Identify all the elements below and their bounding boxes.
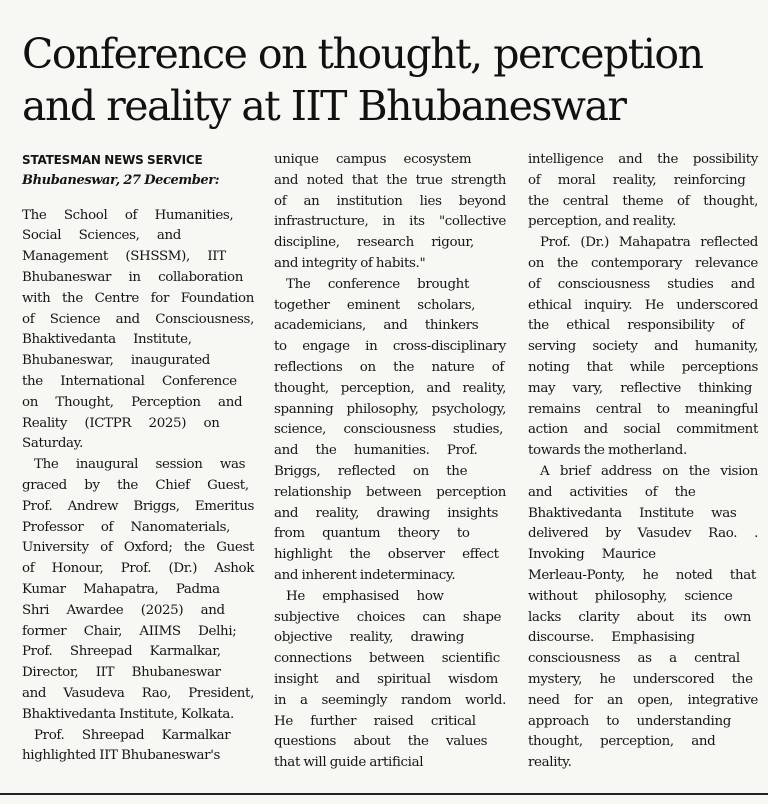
text-line: He further raised critical [274,713,476,729]
text-line: Invoking Maurice [528,547,656,563]
text-line: Merleau-Ponty, he noted that [528,567,756,583]
text-line: former Chair, AIIMS Delhi; [22,623,237,639]
column-1-text [22,206,254,768]
text-line: Bhaktivedanta Institute, Kolkata. [22,706,234,722]
text-line: Prof. Shreepad Karmalkar, [22,644,221,660]
text-line: Saturday. [22,436,84,452]
text-line: Director, IIT Bhubaneswar [22,665,221,681]
text-line: unique campus ecosystem [274,152,472,167]
text-line: insight and spiritual wisdom [274,671,498,687]
text-line: remains central to meaningful [528,401,758,417]
text-line: mystery, he underscored the [528,671,753,687]
text-line: connections between scientific [274,651,500,667]
text-line: that will guide artificial [274,755,424,771]
column-3-text [528,150,758,774]
text-line: The inaugural session was [34,457,246,473]
text-line: of Science and Consciousness, [22,311,254,327]
text-line: Bhubaneswar in collaboration [22,269,244,285]
bottom-rule [0,793,768,795]
headline-line-2: and reality at IIT Bhubaneswar [22,82,626,130]
article-column-3 [528,150,758,774]
text-line: the ethical responsibility of [528,318,745,334]
text-line: of moral reality, reinforcing [528,172,746,188]
text-line: action and social commitment [528,422,758,438]
text-line: highlighted IIT Bhubaneswar's [22,748,221,764]
text-line: of Honour, Prof. (Dr.) Ashok [22,561,254,577]
text-line: approach to understanding [528,713,731,729]
text-line: perception, and reality. [528,214,677,230]
text-line: of an institution lies beyond [274,193,506,209]
text-line: Social Sciences, and [22,228,182,244]
text-line: questions about the values [274,734,488,750]
text-line: together eminent scholars, [274,297,475,313]
dateline: Bhubaneswar, 27 December: [22,172,220,188]
text-line: Professor of Nanomaterials, [22,519,231,535]
text-line: to engage in cross-disciplinary [274,339,506,355]
text-line: thought, perception, and [528,734,716,750]
text-line: Bhaktivedanta Institute, [22,332,192,348]
text-line: Prof. (Dr.) Mahapatra reflected [540,235,758,251]
text-line: on the contemporary relevance [528,255,758,271]
article-column-2 [274,150,506,774]
text-line: the central theme of thought, [528,193,758,209]
text-line: from quantum theory to [274,526,470,542]
text-line: with the Centre for Foundation [22,290,254,306]
text-line: academicians, and thinkers [274,318,479,334]
text-line: need for an open, integrative [528,692,758,708]
text-line: relationship between perception [274,484,506,500]
text-line: Kumar Mahapatra, Padma [22,581,220,597]
byline-agency: STATESMAN NEWS SERVICE [22,153,203,167]
text-line: lacks clarity about its own [528,609,752,625]
text-line: graced by the Chief Guest, [22,477,249,493]
text-line: reflections on the nature of [274,359,505,375]
text-line: Prof. Shreepad Karmalkar [34,727,231,743]
text-line: He emphasised how [286,588,444,604]
text-line: may vary, reflective thinking [528,380,753,396]
text-line: Bhaktivedanta Institute was [528,505,737,521]
text-line: and integrity of habits." [274,255,426,271]
text-line: in a seemingly random world. [274,692,506,708]
text-line: serving society and humanity, [528,339,758,355]
text-line: Management (SHSSM), IIT [22,249,226,265]
text-line: Shri Awardee (2025) and [22,602,225,618]
text-line: and activities of the [528,484,696,500]
article-column-1 [22,150,254,767]
text-line: discipline, research rigour, [274,235,474,251]
text-line: highlight the observer effect [274,547,499,563]
text-line: towards the motherland. [528,443,687,459]
text-line: without philosophy, science [528,588,733,604]
text-line: the International Conference [22,373,237,389]
text-line: and the humanities. Prof. [274,443,478,459]
text-line: ethical inquiry. He underscored [528,297,758,313]
text-line: thought, perception, and reality, [274,380,506,396]
text-line: spanning philosophy, psychology, [274,401,506,417]
text-line: reality. [528,755,572,771]
text-line: on Thought, Perception and [22,394,243,410]
text-line: A brief address on the vision [540,463,758,479]
headline-line-1: Conference on thought, perception [22,30,703,78]
text-line: objective reality, drawing [274,630,464,646]
byline-spacer [22,192,254,206]
text-line: Briggs, reflected on the [274,463,468,479]
text-line: and Vasudeva Rao, President, [22,685,254,701]
text-line: delivered by Vasudev Rao. . [528,526,758,542]
text-line: noting that while perceptions [528,359,758,375]
text-line: consciousness as a central [528,651,740,667]
text-line: of consciousness studies and [528,276,755,292]
text-line: infrastructure, in its "collective [274,214,506,230]
column-2-text [274,150,506,774]
text-line: University of Oxford; the Guest [22,540,254,556]
text-line: intelligence and the possibility [528,152,758,167]
text-line: Prof. Andrew Briggs, Emeritus [22,498,254,514]
text-line: The conference brought [286,276,469,292]
text-line: science, consciousness studies, [274,422,504,438]
text-line: subjective choices can shape [274,609,502,625]
text-line: Bhubaneswar, inaugurated [22,353,211,369]
text-line: and reality, drawing insights [274,505,499,521]
headline [22,28,758,132]
text-line: Reality (ICTPR 2025) on [22,415,220,431]
text-line: and inherent indeterminacy. [274,567,456,583]
text-line: The School of Humanities, [22,207,234,223]
text-line: and noted that the true strength [274,172,506,188]
text-line: discourse. Emphasising [528,630,695,646]
